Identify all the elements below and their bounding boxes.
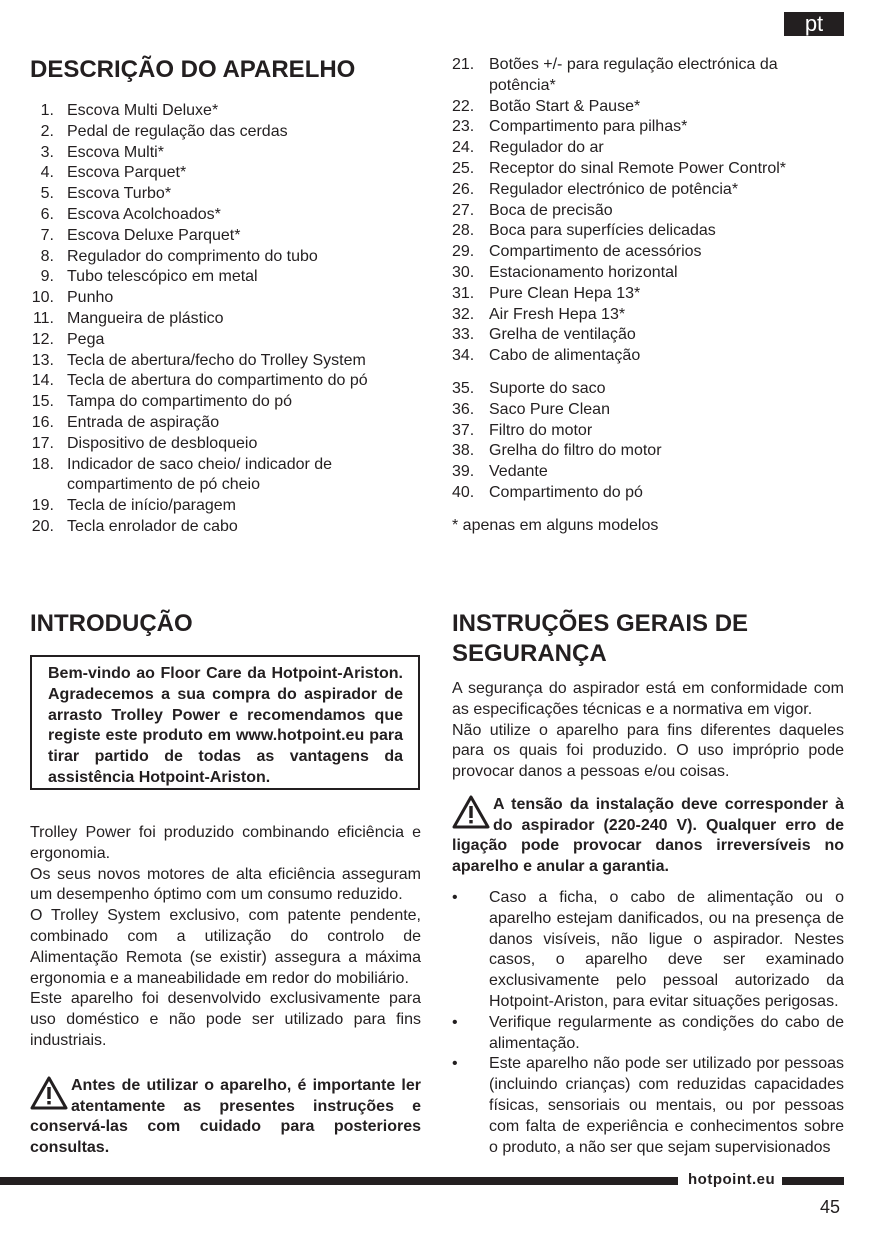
list-item-number: 37. xyxy=(452,421,475,439)
list-item-text: Saco Pure Clean xyxy=(489,400,610,418)
list-item xyxy=(30,351,410,372)
list-item xyxy=(452,180,847,201)
list-item-number: 40. xyxy=(452,483,475,501)
bullet-marker: • xyxy=(452,889,458,906)
list-item-text: Regulador do comprimento do tubo xyxy=(67,247,318,265)
safety-bullet-item xyxy=(452,1013,844,1055)
list-item-text: Botões +/- para regulação electrónica da potência* xyxy=(489,56,778,94)
list-item-number: 3. xyxy=(40,143,54,161)
list-item-number: 39. xyxy=(452,463,475,481)
list-item-text: Dispositivo de desbloqueio xyxy=(67,434,258,452)
list-item-number: 10. xyxy=(31,289,54,307)
list-item xyxy=(30,413,410,434)
warning-icon xyxy=(452,795,490,829)
list-item xyxy=(30,143,410,164)
list-item-text: Boca de precisão xyxy=(489,201,613,219)
list-item-text: Suporte do saco xyxy=(489,380,606,397)
list-item xyxy=(30,122,410,143)
list-item-number: 17. xyxy=(31,434,54,452)
list-item xyxy=(30,496,410,517)
list-item-text: Compartimento do pó xyxy=(489,483,643,501)
bullet-marker: • xyxy=(452,1055,458,1073)
welcome-box: Bem-vindo ao Floor Care da Hotpoint-Ariston. Agradecemos a sua compra do aspirador de arrasto Trolley Power e recomendamos que registe este produto em www.hotpoint.eu para tirar partido de todas as vantagens da assistência Hotpoint-Ariston. xyxy=(30,655,420,790)
safety-title-line2: SEGURANÇA xyxy=(452,640,607,667)
list-item-number: 32. xyxy=(452,305,475,323)
list-item xyxy=(30,226,410,247)
list-item-number: 21. xyxy=(452,56,475,73)
list-item xyxy=(452,242,847,263)
list-item-text: Entrada de aspiração xyxy=(67,413,220,431)
safety-paragraph: Não utilize o aparelho para fins diferentes daqueles para os quais foi produzido. O uso impróprio pode provocar danos a pessoas e/ou coisas. xyxy=(452,721,844,781)
list-item-number: 36. xyxy=(452,400,475,418)
list-item-number: 19. xyxy=(31,497,54,515)
list-item xyxy=(452,325,847,346)
intro-warning-text: Antes de utilizar o aparelho, é importante ler atentamente as presentes instruções e conservá-las com cuidado para posteriores consultas. xyxy=(30,1077,421,1156)
list-item xyxy=(30,267,410,288)
list-item-text: Regulador do ar xyxy=(489,139,604,157)
list-item xyxy=(452,346,847,367)
list-item-text: Escova Parquet* xyxy=(67,164,187,182)
intro-paragraph: Este aparelho foi desenvolvido exclusivamente para uso doméstico e não pode ser utilizado para fins industriais. xyxy=(30,990,421,1049)
warning-icon xyxy=(30,1076,68,1110)
parts-list-right-a xyxy=(452,55,847,367)
safety-title xyxy=(452,609,748,669)
list-item-text: Grelha do filtro do motor xyxy=(489,442,662,460)
list-item xyxy=(30,205,410,226)
footer-bar-right xyxy=(782,1177,844,1185)
list-item xyxy=(30,184,410,205)
list-item xyxy=(452,462,847,483)
list-item-number: 14. xyxy=(31,372,54,390)
list-item-text: Tecla de abertura/fecho do Trolley System xyxy=(67,351,366,369)
safety-bullet-item xyxy=(452,888,844,1013)
list-item xyxy=(452,421,847,442)
list-item xyxy=(452,221,847,242)
list-item xyxy=(30,517,410,538)
safety-paragraph: A segurança do aspirador está em conformidade com as especificações técnicas e a normativa em vigor. xyxy=(452,680,844,718)
list-item-number: 25. xyxy=(452,159,475,177)
safety-warning-text: A tensão da instalação deve corresponder à do aspirador (220-240 V). Qualquer erro de ligação pode provocar danos irreversíveis no aparelho e anular a garantia. xyxy=(452,796,844,875)
list-item-text: Mangueira de plástico xyxy=(67,309,224,327)
list-item-text: Regulador electrónico de potência* xyxy=(489,180,739,198)
list-item-text: Cabo de alimentação xyxy=(489,347,641,365)
list-item xyxy=(452,117,847,138)
list-item xyxy=(30,309,410,330)
list-item-text: Tubo telescópico em metal xyxy=(67,268,258,286)
list-item-text: Escova Multi* xyxy=(67,143,164,161)
list-item-text: Estacionamento horizontal xyxy=(489,263,678,281)
intro-paragraph: Trolley Power foi produzido combinando eficiência e ergonomia. xyxy=(30,824,421,862)
list-item-number: 11. xyxy=(32,309,54,327)
list-item xyxy=(30,330,410,351)
list-item xyxy=(452,441,847,462)
intro-paragraph: O Trolley System exclusivo, com patente pendente, combinado com a utilização do controlo de Alimentação Remota (se existir) assegura a máxima ergonomia e a maneabilidade em redor do mobiliário. xyxy=(30,907,421,987)
list-item-text: Indicador de saco cheio/ indicador de compartimento de pó cheio xyxy=(67,455,333,494)
list-item-number: 22. xyxy=(452,97,475,115)
list-item-text: Vedante xyxy=(489,463,548,481)
list-item-text: Tecla enrolador de cabo xyxy=(67,517,238,535)
bullet-marker: • xyxy=(452,1013,458,1031)
list-item-text: Compartimento de acessórios xyxy=(489,243,702,261)
safety-title-line1: INSTRUÇÕES GERAIS DE xyxy=(452,610,749,637)
safety-bullet-text: Este aparelho não pode ser utilizado por pessoas (incluindo crianças) com reduzidas capacidades físicas, sensoriais ou mentais, ou por pessoas com falta de experiência e conhecimentos sobre o produto, a não ser que sejam supervisionados xyxy=(489,1055,844,1156)
list-item-number: 2. xyxy=(40,122,54,140)
list-item-text: Escova Deluxe Parquet* xyxy=(67,226,241,244)
list-item-text: Compartimento para pilhas* xyxy=(489,118,688,136)
intro-warning xyxy=(30,1076,421,1158)
intro-paragraph: Os seus novos motores de alta eficiência asseguram um desempenho óptimo com um consumo reduzido. xyxy=(30,865,421,904)
list-item-text: Receptor do sinal Remote Power Control* xyxy=(489,159,787,177)
list-item-text: Tecla de início/paragem xyxy=(67,497,236,515)
list-item-text: Air Fresh Hepa 13* xyxy=(489,305,626,323)
list-item-number: 1. xyxy=(40,102,54,119)
list-item-text: Tampa do compartimento do pó xyxy=(67,393,293,411)
list-item xyxy=(452,263,847,284)
safety-text xyxy=(452,679,844,783)
list-item xyxy=(30,163,410,184)
list-item-text: Pega xyxy=(67,330,105,348)
list-item xyxy=(452,379,847,400)
list-item-number: 20. xyxy=(31,517,54,535)
list-item xyxy=(452,305,847,326)
footer-brand: hotpoint.eu xyxy=(688,1171,776,1188)
safety-warning xyxy=(452,795,844,877)
list-item xyxy=(452,201,847,222)
list-item xyxy=(30,434,410,455)
list-item-number: 29. xyxy=(452,243,475,261)
list-item xyxy=(30,455,410,497)
safety-bullet-text: Verifique regularmente as condições do cabo de alimentação. xyxy=(489,1013,844,1052)
list-item-number: 5. xyxy=(40,185,54,203)
list-item-text: Escova Multi Deluxe* xyxy=(67,102,219,119)
list-item xyxy=(452,400,847,421)
list-item-number: 9. xyxy=(40,268,54,286)
list-item-number: 13. xyxy=(31,351,54,369)
list-item xyxy=(30,247,410,268)
list-item-number: 24. xyxy=(452,139,475,157)
list-item xyxy=(30,371,410,392)
description-title: DESCRIÇÃO DO APARELHO xyxy=(30,56,356,83)
page-number: 45 xyxy=(820,1197,841,1217)
safety-bullet-text: Caso a ficha, o cabo de alimentação ou o aparelho estejam danificados, ou na presença de danos visíveis, não ligue o aspirador. Nestes casos, o aparelho deve ser examinado exclusivamente pelo pessoal autorizado da Hotpoint-Ariston, para evitar situações perigosas. xyxy=(489,889,844,1010)
intro-text xyxy=(30,823,421,1052)
safety-bullet-item xyxy=(452,1054,844,1158)
list-item-number: 33. xyxy=(452,326,475,344)
list-item xyxy=(30,101,410,122)
list-item-number: 18. xyxy=(31,455,54,473)
list-item-text: Escova Turbo* xyxy=(67,185,172,203)
intro-title: INTRODUÇÃO xyxy=(30,610,193,637)
list-item-number: 23. xyxy=(452,118,475,136)
list-item xyxy=(452,284,847,305)
list-item-number: 34. xyxy=(452,347,475,365)
list-item-text: Escova Acolchoados* xyxy=(67,205,221,223)
list-item xyxy=(30,392,410,413)
safety-bullets xyxy=(452,888,844,1158)
list-item-number: 31. xyxy=(452,284,475,302)
list-item-number: 4. xyxy=(40,164,54,182)
parts-list-right-b xyxy=(452,379,847,504)
models-note: * apenas em alguns modelos xyxy=(452,517,659,534)
list-item-text: Pedal de regulação das cerdas xyxy=(67,122,288,140)
list-item-text: Boca para superfícies delicadas xyxy=(489,222,716,240)
list-item-number: 6. xyxy=(40,205,54,223)
list-item xyxy=(452,138,847,159)
list-item-number: 38. xyxy=(452,442,475,460)
list-item-number: 27. xyxy=(452,201,475,219)
list-item xyxy=(452,97,847,118)
list-item-number: 8. xyxy=(40,247,54,265)
list-item xyxy=(452,159,847,180)
list-item xyxy=(452,55,847,97)
parts-list-left xyxy=(30,101,410,538)
list-item-number: 35. xyxy=(452,380,475,397)
footer-bar-left xyxy=(0,1177,678,1185)
list-item-number: 7. xyxy=(40,226,54,244)
list-item-text: Grelha de ventilação xyxy=(489,326,636,344)
list-item-text: Punho xyxy=(67,289,114,307)
list-item-number: 15. xyxy=(31,393,54,411)
list-item-number: 26. xyxy=(452,180,475,198)
list-item-text: Pure Clean Hepa 13* xyxy=(489,284,641,302)
list-item-text: Botão Start & Pause* xyxy=(489,97,641,115)
list-item-number: 28. xyxy=(452,222,475,240)
language-tab: pt xyxy=(784,12,844,36)
list-item xyxy=(30,288,410,309)
list-item-number: 16. xyxy=(31,413,54,431)
list-item-number: 30. xyxy=(452,263,475,281)
list-item-text: Filtro do motor xyxy=(489,421,593,439)
list-item xyxy=(452,483,847,504)
list-item-text: Tecla de abertura do compartimento do pó xyxy=(67,372,368,390)
list-item-number: 12. xyxy=(31,330,54,348)
